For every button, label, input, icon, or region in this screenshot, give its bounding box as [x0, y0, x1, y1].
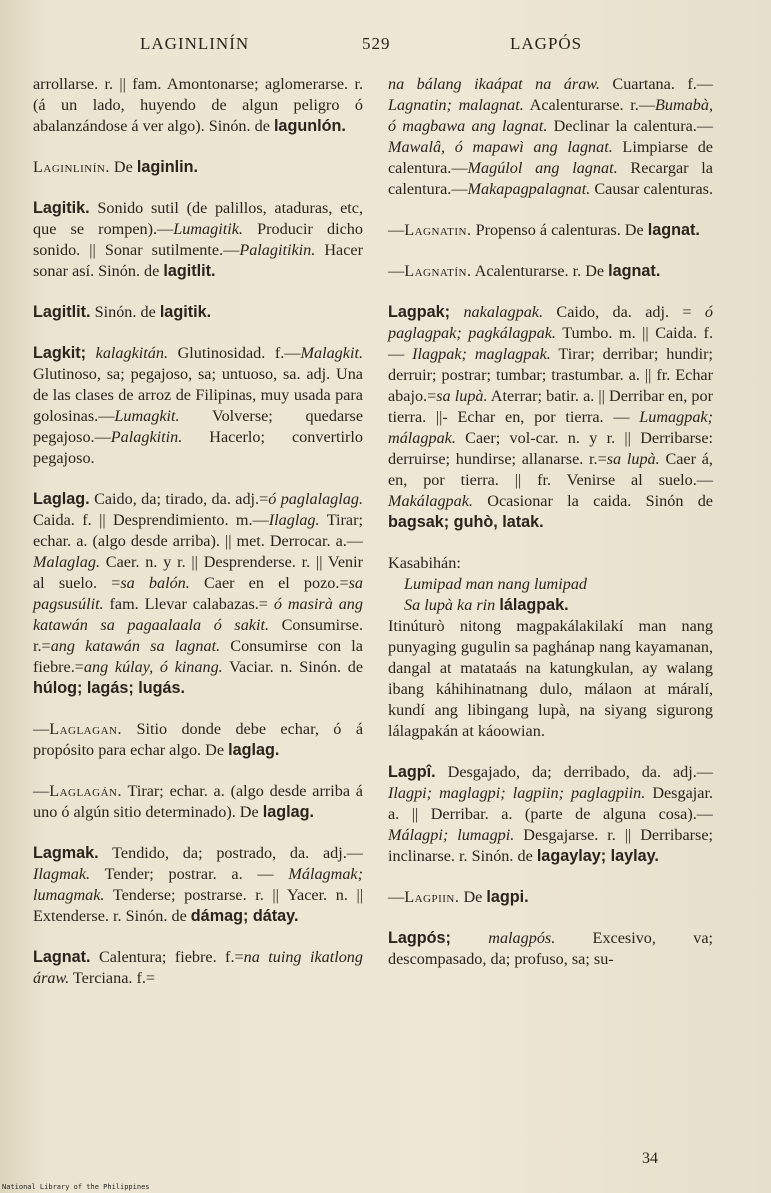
- entry-text: Tendido, da; postrado, da. adj.—: [98, 844, 363, 862]
- tagalog-form: sa pagsusúlit.: [33, 574, 363, 613]
- tagalog-form: ó masirà ang katawán sa pagaalaala ó sakit.: [33, 595, 363, 634]
- tagalog-form: Malaglag.: [33, 553, 100, 571]
- headword: bagsak; guhò, latak.: [388, 513, 544, 531]
- entry-text: [86, 344, 96, 362]
- entry-text: Caer. n. y r. || Desprenderse. r. || Venir al suelo. =: [33, 553, 363, 592]
- entry-text: —: [388, 888, 405, 906]
- headword: laglag.: [228, 741, 280, 759]
- tagalog-form: Palagkitin.: [110, 428, 183, 446]
- entry-text: Terciana. f.=: [69, 969, 156, 987]
- proverb-line-2-text: Sa lupà ka rin: [404, 596, 496, 614]
- entry-text: Consumirse con la fiebre.=: [33, 637, 363, 676]
- entry-text: Acalenturarse. r.—: [523, 96, 656, 114]
- entry-text: Caer en el pozo.=: [189, 574, 349, 592]
- dictionary-entry: [33, 781, 363, 823]
- header-left-guideword: LAGINLINÍN: [140, 34, 250, 53]
- entry-text: Ocasionar la caida. Sinón de: [472, 492, 713, 510]
- dictionary-entry: [33, 947, 363, 989]
- page-header: [0, 34, 771, 58]
- tagalog-form: nakalagpak.: [463, 303, 544, 321]
- tagalog-form: Ilagmak.: [33, 865, 91, 883]
- entry-text: fam. Llevar calabazas.=: [103, 595, 274, 613]
- dictionary-entry: [33, 489, 363, 699]
- entry-text: —: [33, 720, 50, 738]
- headword: Lagpî.: [388, 763, 436, 781]
- tagalog-form: Makálagpak.: [388, 492, 473, 510]
- tagalog-form: ó paglalaglag.: [268, 490, 363, 508]
- tagalog-form: Bumabà, ó magbawa ang lagnat.: [388, 96, 714, 135]
- entry-text: Sonido sutil (de palillos, ataduras, etc, que se rompen).—: [33, 199, 363, 238]
- entry-text: Hacer sonar así. Sinón. de: [33, 241, 364, 280]
- headword: lagaylay; laylay.: [536, 847, 659, 865]
- tagalog-form: sa balón.: [120, 574, 190, 592]
- entry-text: De: [109, 158, 137, 176]
- headword: Lagnat.: [33, 948, 91, 966]
- headword: lagpi.: [486, 888, 529, 906]
- entry-text: Desgajarse. r. || Derribarse; inclinarse. r. Sinón. de: [388, 826, 713, 865]
- entry-text: —: [388, 221, 405, 239]
- kasabihan-label: Kasabihán:: [388, 554, 461, 572]
- dictionary-entry: [388, 261, 713, 282]
- signature-mark: 34: [642, 1150, 658, 1167]
- tagalog-form: Lumagitik.: [173, 220, 243, 238]
- headword: laglag.: [262, 803, 315, 821]
- headword: Lagpós;: [388, 929, 451, 947]
- entry-text: Desgajado, da; derribado, da. adj.—: [435, 763, 713, 781]
- entry-text: Caer á, en, por tierra. || fr. Venirse al suelo.—: [388, 450, 713, 489]
- tagalog-form: Málagmak; lumagmak.: [33, 865, 363, 904]
- dictionary-entry: [33, 719, 363, 761]
- headword: lagunlón.: [273, 117, 346, 135]
- entry-text: Glutinoso, sa; pegajoso, sa; untuoso, sa. adj. Una de las clases de arroz de Filipinas, muy usada para golosinas.—: [33, 365, 363, 425]
- entry-text: Lagnatín.: [404, 262, 472, 280]
- library-credit: National Library of the Philippines: [2, 1183, 150, 1191]
- headword: húlog; lagás; lugás.: [33, 679, 185, 697]
- entry-text: Glutinosidad. f.—: [168, 344, 301, 362]
- tagalog-form: Magúlol ang lagnat.: [467, 159, 618, 177]
- tagalog-form: na tuing ikatlong áraw.: [33, 948, 363, 987]
- dictionary-entry: [33, 302, 363, 323]
- dictionary-entry: [388, 928, 713, 970]
- entry-text: Laginlinín.: [33, 158, 110, 176]
- entry-text: Tirar; derribar; hundir; derruir; postrar; tumbar; trastumbar. a. || fr. Echar abajo.=: [388, 345, 713, 405]
- entry-text: Volverse; quedarse pegajoso.—: [33, 407, 363, 446]
- entry-text: Calentura; fiebre. f.=: [90, 948, 244, 966]
- entry-text: Consumirse. r.=: [33, 616, 363, 655]
- entry-text: Tenderse; postrarse. r. || Yacer. n. || Extenderse. r. Sinón. de: [33, 886, 363, 925]
- headword: dámag; dátay.: [190, 907, 299, 925]
- entry-text: Causar calenturas.: [590, 180, 713, 198]
- dictionary-entry: [388, 220, 713, 241]
- tagalog-form: Málagpi; lumagpi.: [388, 826, 515, 844]
- entry-text: Sinón. de: [90, 303, 160, 321]
- kasabihan-proverb: [388, 553, 713, 742]
- tagalog-form: ang kúlay, ó kinang.: [83, 658, 223, 676]
- tagalog-form: Makapagpalagnat.: [467, 180, 591, 198]
- entry-text: Cuartana. f.—: [599, 75, 713, 93]
- entry-text: Lagnatin.: [404, 221, 472, 239]
- entry-text: Producir dicho sonido. || Sonar sutilmente.—: [33, 220, 363, 259]
- entry-text: Hacerlo; convertirlo pegajoso.: [33, 428, 363, 467]
- entry-text: Excesivo, va; descompasado, da; profuso, sa; su-: [388, 929, 713, 968]
- tagalog-form: Lagnatin; malagnat.: [388, 96, 524, 114]
- entry-text: Aterrar; batir. a. || Derribar en, por tierra. ||- Echar en, por tierra. —: [388, 387, 713, 426]
- headword: lagnat.: [608, 262, 661, 280]
- headword: lagitik.: [159, 303, 212, 321]
- entry-text: Limpiarse de calentura.—: [388, 138, 713, 177]
- tagalog-form: Ilagpi; maglagpi; lagpiin; paglagpiin.: [388, 784, 646, 802]
- proverb-line-2: [388, 595, 713, 616]
- headword: Lagitlit.: [33, 303, 91, 321]
- entry-text: Caida. f. || Desprendimiento. m.—: [33, 511, 269, 529]
- entry-text: Laglagan.: [49, 720, 123, 738]
- headword: Lagmak.: [33, 844, 99, 862]
- entry-text: Caido, da; tirado, da. adj.=: [89, 490, 269, 508]
- right-column: [388, 74, 713, 990]
- page-number: 529: [362, 34, 391, 53]
- entry-text: De: [459, 888, 487, 906]
- headword: Lagkit;: [33, 344, 87, 362]
- dictionary-entry: [33, 843, 363, 927]
- entry-text: Vaciar. n. Sinón. de: [222, 658, 364, 676]
- tagalog-form: sa lupà.: [606, 450, 660, 468]
- tagalog-form: Ilaglag.: [268, 511, 320, 529]
- entry-text: [451, 929, 488, 947]
- headword: Lagitik.: [33, 199, 90, 217]
- left-column: [33, 74, 363, 1009]
- entry-text: Tirar; echar. a. (algo desde arriba). || met. Derrocar. a.—: [33, 511, 363, 550]
- tagalog-form: malagpós.: [488, 929, 556, 947]
- dictionary-entry: [33, 343, 363, 469]
- entry-text: Propenso á calenturas. De: [471, 221, 648, 239]
- entry-text: Caido, da. adj. =: [543, 303, 705, 321]
- header-right-guideword: LAGPÓS: [510, 34, 583, 53]
- entry-text: Lagpiin.: [404, 888, 460, 906]
- entry-text: Caer; vol-car. n. y r. || Derribarse: derruirse; hundirse; allanarse. r.=: [388, 429, 713, 468]
- dictionary-entry: [388, 74, 713, 200]
- entry-text: Tumbo. m. || Caida. f. —: [388, 324, 713, 363]
- entry-text: —: [33, 782, 50, 800]
- entry-text: arrollarse. r. || fam. Amontonarse; aglomerarse. r. (á un lado, huyendo de algun peligro ó abalanzándose á ver algo). Sinón. de: [33, 75, 363, 135]
- entry-text: Declinar la calentura.—: [547, 117, 714, 135]
- headword: laginlin.: [136, 158, 198, 176]
- headword: lagnat.: [647, 221, 700, 239]
- dictionary-entry: [388, 302, 713, 533]
- entry-text: Acalenturarse. r. De: [471, 262, 609, 280]
- entry-text: [450, 303, 463, 321]
- tagalog-form: Malagkit.: [300, 344, 363, 362]
- tagalog-form: na bálang ikaápat na áraw.: [388, 75, 600, 93]
- entry-text: Recargar la calentura.—: [388, 159, 713, 198]
- entry-text: Desgajar. a. || Derribar. a. (parte de alguna cosa).—: [388, 784, 713, 823]
- dictionary-entry: [33, 74, 363, 137]
- tagalog-form: kalagkitán.: [95, 344, 169, 362]
- entry-text: Sitio donde debe echar, ó á propósito para echar algo. De: [33, 720, 363, 759]
- tagalog-form: Lumagpak; málagpak.: [388, 408, 713, 447]
- headword: lagitlit.: [163, 262, 216, 280]
- dictionary-entry: [388, 762, 713, 867]
- tagalog-form: sa lupà.: [436, 387, 488, 405]
- tagalog-form: Ilagpak; maglagpak.: [412, 345, 551, 363]
- entry-text: —: [388, 262, 405, 280]
- tagalog-form: ó paglagpak; pagkálagpak.: [388, 303, 713, 342]
- entry-text: Tender; postrar. a. —: [90, 865, 289, 883]
- tagalog-form: Mawalâ, ó mapawì ang lagnat.: [388, 138, 613, 156]
- dictionary-entry: [33, 198, 363, 282]
- entry-text: Laglagán.: [49, 782, 123, 800]
- tagalog-form: Lumagkit.: [114, 407, 180, 425]
- proverb-bold-word: lálagpak.: [499, 596, 569, 614]
- proverb-line-1: Lumipad man nang lumipad: [404, 575, 588, 593]
- dictionary-entry: [388, 887, 713, 908]
- headword: Laglag.: [33, 490, 90, 508]
- tagalog-form: ang katawán sa lagnat.: [50, 637, 221, 655]
- tagalog-form: Palagitikin.: [239, 241, 316, 259]
- dictionary-entry: [33, 157, 363, 178]
- entry-text: Tirar; echar. a. (algo desde arriba á uno ó algún sitio determinado). De: [33, 782, 363, 821]
- proverb-explanation: Itinúturò nitong magpakálakilakí man nang punyaging gugulin sa paghánap nang kayamanan, dangal at matataás na katungkulan, ay walang ibang káhihinatnang dulo, málaon at máralí, kundí ang libingang lupà, na siyang sigurong lálagpakán at káoowian.: [388, 617, 713, 740]
- headword: Lagpak;: [388, 303, 451, 321]
